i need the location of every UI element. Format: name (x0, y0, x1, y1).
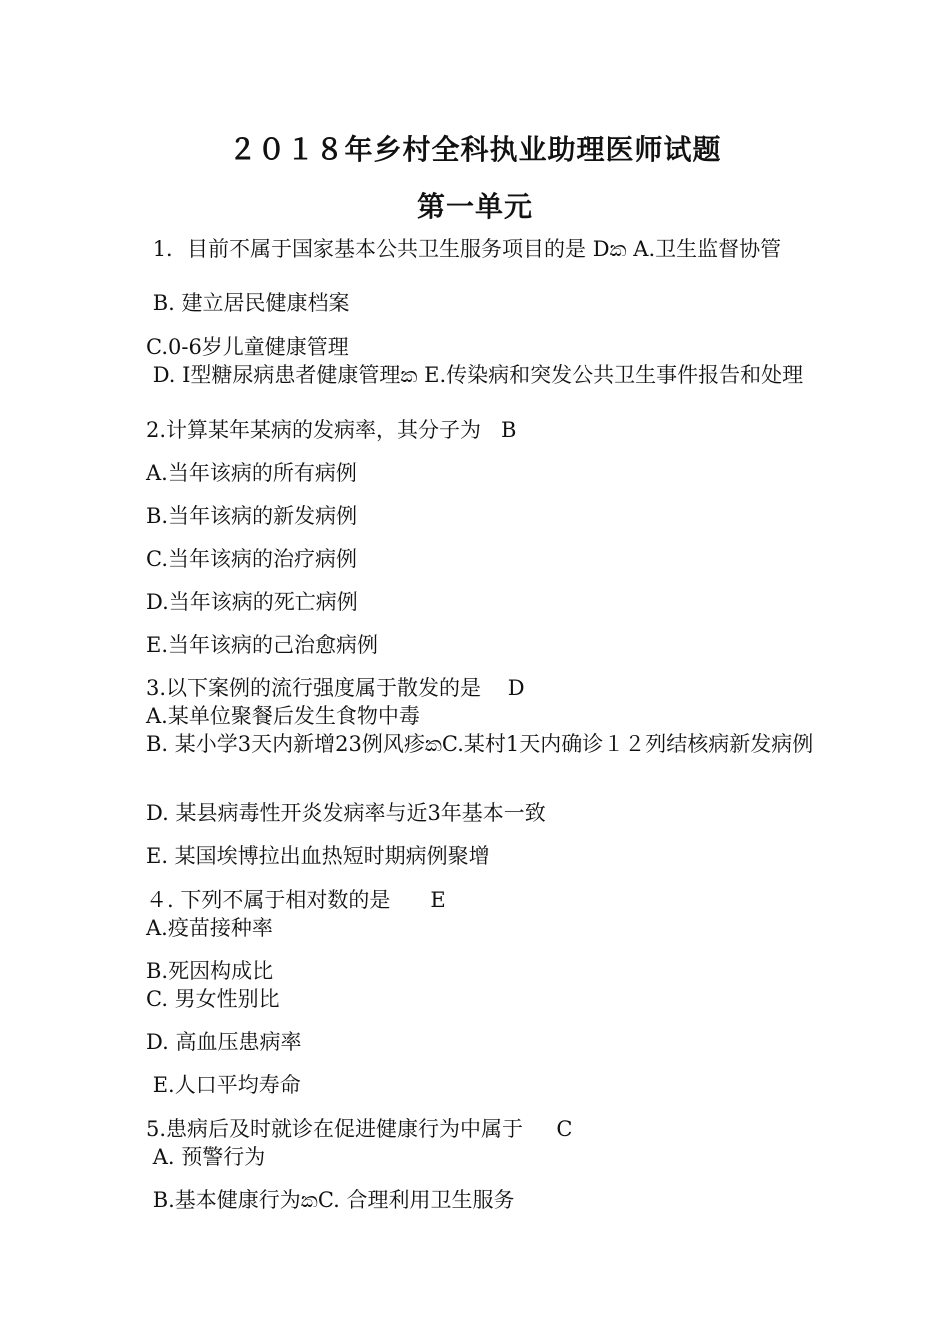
option-line: B.基本健康行为කC. 合理利用卫生服务 (146, 1188, 515, 1212)
document-title: ２０１８年乡村全科执业助理医师试题 (228, 133, 722, 166)
question-2-text: 2.计算某年某病的发病率，其分子为 B (146, 418, 517, 442)
option-line: C.当年该病的治疗病例 (146, 547, 357, 571)
question-1-text: 1．目前不属于国家基本公共卫生服务项目的是 Dක A.卫生监督协管 (146, 237, 782, 261)
option-line: B.当年该病的新发病例 (146, 504, 358, 528)
option-line: D. 高血压患病率 (146, 1030, 302, 1054)
question-4-text: ４. 下列不属于相对数的是 E (146, 888, 446, 912)
question-3-text: 3.以下案例的流行强度属于散发的是 D (146, 676, 525, 700)
option-line: E. 某国埃博拉出血热短时期病例聚增 (146, 844, 490, 868)
option-line: B. 某小学3天内新增23例风疹කC.某村1天内确诊１２列结核病新发病例 (146, 732, 814, 756)
option-line: C. 男女性别比 (146, 987, 280, 1011)
option-line: B. 建立居民健康档案 (146, 291, 350, 315)
option-line: A.疫苗接种率 (146, 916, 273, 940)
option-line: D.当年该病的死亡病例 (146, 590, 358, 614)
option-line: E.人口平均寿命 (146, 1073, 301, 1097)
option-line: B.死因构成比 (146, 959, 274, 983)
option-line: A. 预警行为 (146, 1145, 266, 1169)
option-line: D. I型糖尿病患者健康管理ක E.传染病和突发公共卫生事件报告和处理 (146, 363, 804, 387)
option-line: D. 某县病毒性开炎发病率与近3年基本一致 (146, 801, 546, 825)
option-line: A.某单位聚餐后发生食物中毒 (146, 704, 420, 728)
option-line: C.0-6岁儿童健康管理 (146, 335, 349, 359)
option-line: E.当年该病的己治愈病例 (146, 633, 379, 657)
question-5-text: 5.患病后及时就诊在促进健康行为中属于 C (146, 1117, 573, 1141)
section-heading: 第一单元 (416, 190, 533, 223)
option-line: A.当年该病的所有病例 (146, 461, 357, 485)
